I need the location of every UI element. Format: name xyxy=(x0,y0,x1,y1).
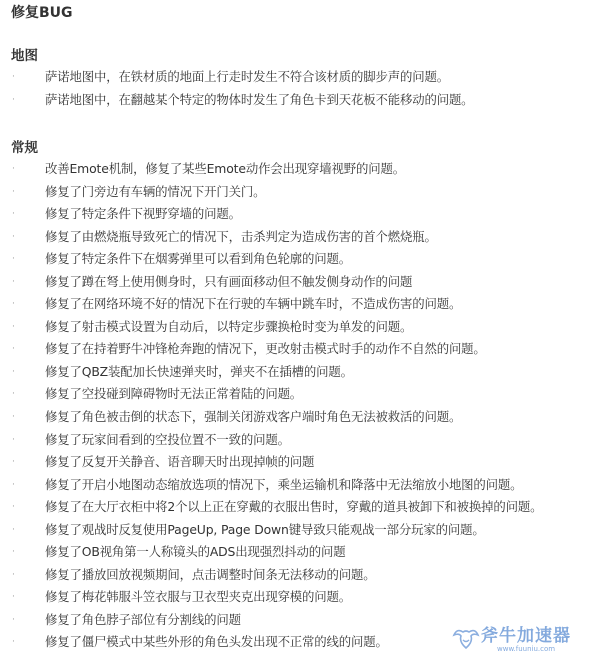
list-item-text: 修复了门旁边有车辆的情况下开门关门。 xyxy=(45,183,266,199)
bullet-dot: · xyxy=(12,209,15,220)
bullet-dot: · xyxy=(12,434,15,445)
bullet-dot: · xyxy=(12,72,15,82)
bullet-dot: · xyxy=(12,254,15,265)
list-item-text: 修复了角色被击倒的状态下，强制关闭游戏客户端时角色无法被救活的问题。 xyxy=(45,409,462,425)
list-item-text: 萨诺地图中，在翻越某个特定的物体时发生了角色卡到天花板不能移动的问题。 xyxy=(45,91,474,107)
bullet-dot: · xyxy=(12,299,15,310)
section-heading-general: 常规 xyxy=(11,140,38,156)
list-item-text: 修复了在网络环境不好的情况下在行驶的车辆中跳车时，不造成伤害的问题。 xyxy=(45,296,462,312)
bullet-dot: · xyxy=(12,94,15,105)
list-item-text: 修复了OB视角第一人称镜头的ADS出现强烈抖动的问题 xyxy=(45,544,346,560)
list-item-text: 萨诺地图中，在铁材质的地面上行走时发生不符合该材质的脚步声的问题。 xyxy=(45,69,449,84)
watermark-brand-name: 斧牛加速器 xyxy=(481,626,571,646)
list-item-text: 修复了由燃烧瓶导致死亡的情况下，击杀判定为造成伤害的首个燃烧瓶。 xyxy=(45,228,437,244)
list-item-text: 修复了播放回放视频期间，点击调整时间条无法移动的问题。 xyxy=(45,566,376,582)
section-heading-map: 地图 xyxy=(11,48,38,64)
list-item-text: 修复了射击模式设置为自动后，以特定步骤换枪时变为单发的问题。 xyxy=(45,318,413,334)
bullet-dot: · xyxy=(12,186,15,197)
bullet-dot: · xyxy=(12,344,15,355)
bull-logo-icon xyxy=(451,626,481,654)
list-item-text: 改善Emote机制，修复了某些Emote动作会出现穿墙视野的问题。 xyxy=(45,161,405,176)
bullet-dot: · xyxy=(12,479,15,490)
list-item-text: 修复了QBZ装配加长快速弹夹时，弹夹不在插槽的问题。 xyxy=(45,363,353,379)
bullet-dot: · xyxy=(12,502,15,513)
bullet-dot: · xyxy=(12,457,15,468)
list-item-text: 修复了在持着野牛冲锋枪奔跑的情况下，更改射击模式时手的动作不自然的问题。 xyxy=(45,341,486,357)
list-item-text: 修复了反复开关静音、语音聊天时出现掉帧的问题 xyxy=(45,454,315,470)
list-item-text: 修复了在大厅衣柜中将2个以上正在穿戴的衣服出售时，穿戴的道具被卸下和被换掉的问题。 xyxy=(45,499,543,515)
list-item-text: 修复了开启小地图动态缩放选项的情况下，乘坐运输机和降落中无法缩放小地图的问题。 xyxy=(45,476,523,492)
list-item-text: 修复了观战时反复使用PageUp, Page Down键导致只能观战一部分玩家的问题。 xyxy=(45,521,485,537)
bullet-dot: · xyxy=(12,412,15,423)
bullet-dot: · xyxy=(12,637,15,648)
bullet-dot: · xyxy=(12,547,15,558)
list-item-text: 修复了特定条件下视野穿墙的问题。 xyxy=(45,206,241,222)
list-item-text: 修复了特定条件下在烟雾弹里可以看到角色轮廓的问题。 xyxy=(45,251,352,267)
list-item-text: 修复了蹲在弩上使用侧身时，只有画面移动但不触发侧身动作的问题 xyxy=(45,273,413,289)
bullet-dot: · xyxy=(12,592,15,603)
list-item-text: 修复了空投碰到障碍物时无法正常着陆的问题。 xyxy=(45,386,303,402)
list-item-text: 修复了玩家间看到的空投位置不一致的问题。 xyxy=(45,431,290,447)
watermark-url: www.fuuniu.com xyxy=(497,645,556,653)
list-item-text: 修复了角色脖子部位有分割线的问题 xyxy=(45,611,241,627)
list-item-text: 修复了梅花韩服斗笠衣服与卫衣型夹克出现穿模的问题。 xyxy=(45,589,352,605)
bullet-dot: · xyxy=(12,321,15,332)
bullet-dot: · xyxy=(12,389,15,400)
bullet-dot: · xyxy=(12,614,15,625)
bullet-dot: · xyxy=(12,366,15,377)
bullet-dot: · xyxy=(12,276,15,287)
bullet-dot: · xyxy=(12,164,15,174)
page-title: 修复BUG xyxy=(11,5,73,21)
bullet-dot: · xyxy=(12,569,15,580)
watermark xyxy=(451,626,601,654)
bullet-dot: · xyxy=(12,231,15,242)
list-item-text: 修复了僵尸模式中某些外形的角色头发出现不正常的线的问题。 xyxy=(45,634,388,650)
bullet-dot: · xyxy=(12,524,15,535)
